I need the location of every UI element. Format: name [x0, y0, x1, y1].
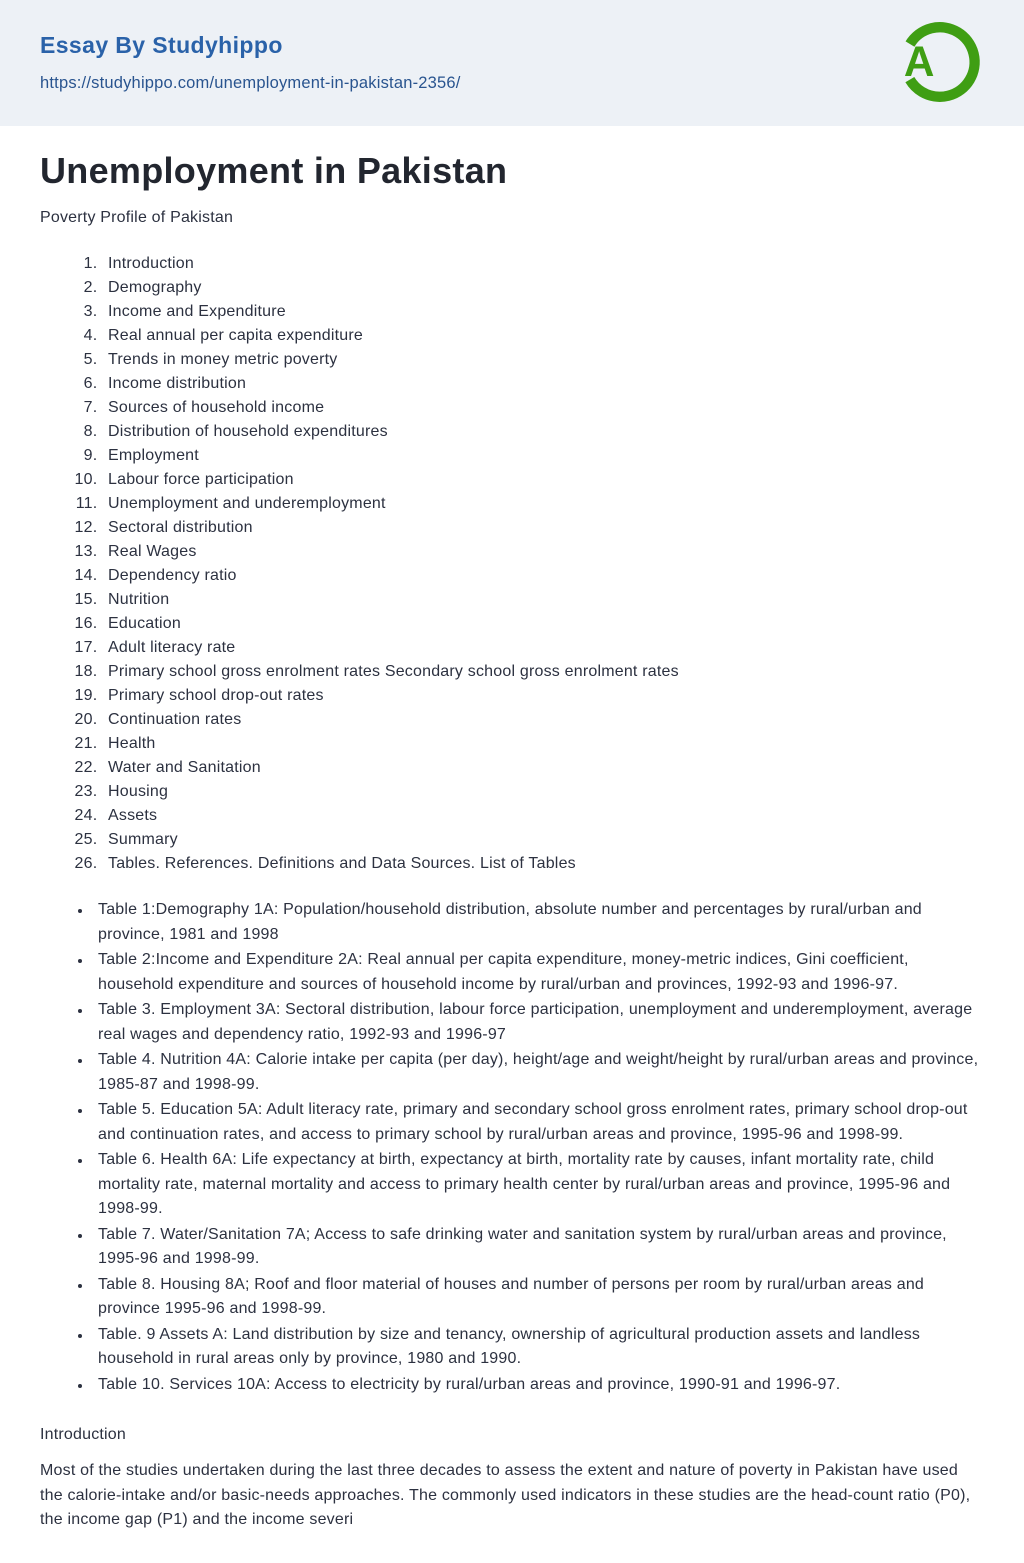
article-body [0, 150, 1024, 1533]
toc-item: 12. Sectoral distribution [102, 516, 984, 540]
toc-item: 20. Continuation rates [102, 708, 984, 732]
tables-list-item: • Table 3. Employment 3A: Sectoral distribution, labour force participation, unemployment and underemployment, average real wages and dependency ratio, 1992-93 and 1996-97 [92, 998, 984, 1047]
toc-item: 13. Real Wages [102, 540, 984, 564]
toc-item: 8. Distribution of household expenditures [102, 420, 984, 444]
toc-item: 22. Water and Sanitation [102, 756, 984, 780]
toc-item: 15. Nutrition [102, 588, 984, 612]
toc-item: 23. Housing [102, 780, 984, 804]
toc-item: 25. Summary [102, 828, 984, 852]
toc-item: 9. Employment [102, 444, 984, 468]
toc-item: 3. Income and Expenditure [102, 300, 984, 324]
page-title: Unemployment in Pakistan [40, 150, 508, 191]
tables-list-item: • Table 8. Housing 8A; Roof and floor material of houses and number of persons per room by rural/urban areas and province 1995-96 and 1998-99. [92, 1273, 984, 1322]
toc-item: 7. Sources of household income [102, 396, 984, 420]
tables-list-item: • Table. 9 Assets A: Land distribution by size and tenancy, ownership of agricultural production assets and landless household in rural areas only by province, 1980 and 1990. [92, 1323, 984, 1372]
toc-item: 10. Labour force participation [102, 468, 984, 492]
toc-item: 4. Real annual per capita expenditure [102, 324, 984, 348]
toc-item: 18. Primary school gross enrolment rates Secondary school gross enrolment rates [102, 660, 984, 684]
toc-item: 26. Tables. References. Definitions and Data Sources. List of Tables [102, 852, 984, 876]
toc-item: 6. Income distribution [102, 372, 984, 396]
tables-list [40, 898, 984, 1397]
toc-item: 24. Assets [102, 804, 984, 828]
toc-item: 16. Education [102, 612, 984, 636]
tables-list-item: • Table 6. Health 6A: Life expectancy at birth, expectancy at birth, mortality rate by causes, infant mortality rate, child mortality rate, maternal mortality and access to primary health center by rural/urban areas and province, 1995-96 and 1998-99. [92, 1148, 984, 1222]
introduction-paragraph: Most of the studies undertaken during the last three decades to assess the extent and nature of poverty in Pakistan have used the calorie-intake and/or basic-needs approaches. The commonly used indicators in these studies are the head-count ratio (P0), the income gap (P1) and the income severi [40, 1462, 971, 1528]
toc-item: 1. Introduction [102, 252, 984, 276]
toc-item: 19. Primary school drop-out rates [102, 684, 984, 708]
tables-list-item: • Table 7. Water/Sanitation 7A; Access to safe drinking water and sanitation system by rural/urban areas and province, 1995-96 and 1998-99. [92, 1223, 984, 1272]
toc-item: 5. Trends in money metric poverty [102, 348, 984, 372]
toc-item: 14. Dependency ratio [102, 564, 984, 588]
logo-letter: A [903, 38, 935, 86]
page-url-link[interactable]: https://studyhippo.com/unemployment-in-pakistan-2356/ [40, 73, 461, 92]
site-title: Essay By Studyhippo [40, 31, 283, 58]
tables-list-item: • Table 5. Education 5A: Adult literacy rate, primary and secondary school gross enrolment rates, primary school drop-out and continuation rates, and access to primary school by rural/urban areas and province, 1995-96 and 1998-99. [92, 1098, 984, 1147]
section-heading-introduction: Introduction [40, 1426, 127, 1443]
header-text-block [40, 32, 461, 93]
toc-item: 17. Adult literacy rate [102, 636, 984, 660]
toc-item: 11. Unemployment and underemployment [102, 492, 984, 516]
table-of-contents [40, 252, 984, 876]
tables-list-item: • Table 10. Services 10A: Access to electricity by rural/urban areas and province, 1990-91 and 1996-97. [92, 1373, 984, 1398]
toc-item: 21. Health [102, 732, 984, 756]
article-subtitle: Poverty Profile of Pakistan [40, 209, 234, 226]
tables-list-item: • Table 1:Demography 1A: Population/household distribution, absolute number and percentages by rural/urban and province, 1981 and 1998 [92, 898, 984, 947]
tables-list-item: • Table 2:Income and Expenditure 2A: Real annual per capita expenditure, money-metric indices, Gini coefficient, household expenditure and sources of household income by rural/urban and provinces, 1992-93 and 1996-97. [92, 948, 984, 997]
toc-item: 2. Demography [102, 276, 984, 300]
tables-list-item: • Table 4. Nutrition 4A: Calorie intake per capita (per day), height/age and weight/height by rural/urban areas and province, 1985-87 and 1998-99. [92, 1048, 984, 1097]
studyhippo-logo-icon [890, 15, 984, 109]
page-header [0, 0, 1024, 126]
